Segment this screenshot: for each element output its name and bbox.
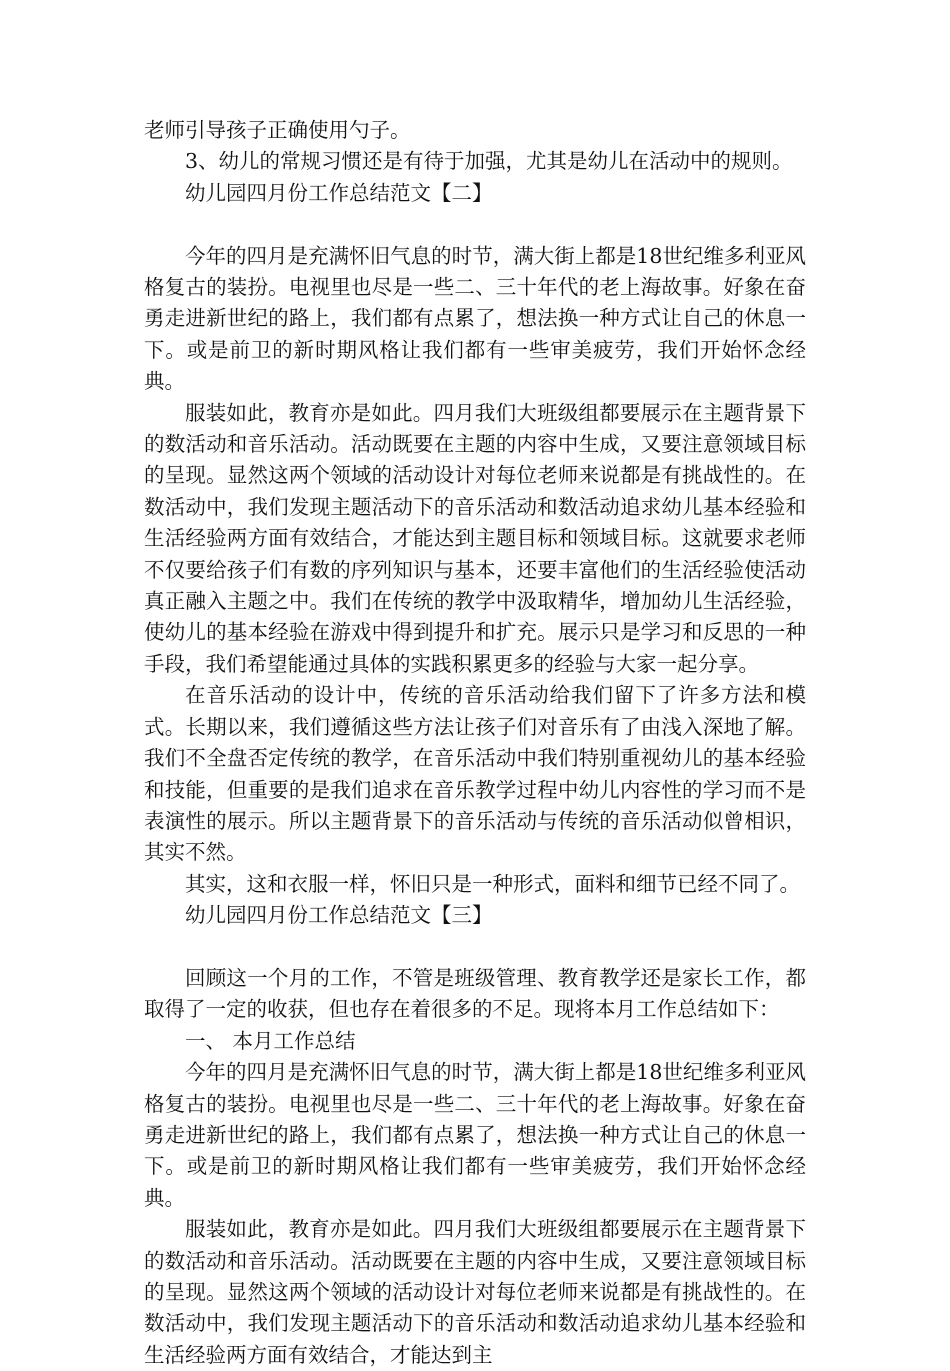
paragraph: 服装如此，教育亦是如此。四月我们大班级组都要展示在主题背景下的数活动和音乐活动。活动既要在主题的内容中生成，又要注意领域目标的呈现。显然这两个领域的活动设计对每位老师来说都是有挑战性的。在数活动中，我们发现主题活动下的音乐活动和数活动追求幼儿基本经验和生活经验两方面有效结合，才能达到主题目标和领域目标。这就要求老师不仅要给孩子们有数的序列知识与基本，还要丰富他们的生活经验使活动真正融入主题之中。我们在传统的教学中汲取精华，增加幼儿生活经验，使幼儿的基本经验在游戏中得到提升和扩充。展示只是学习和反思的一种手段，我们希望能通过具体的实践积累更多的经验与大家一起分享。 bbox=[144, 400, 806, 676]
section-heading-3: 幼儿园四月份工作总结范文【三】 bbox=[185, 903, 493, 928]
paragraph-item-3: 3、幼儿的常规习惯还是有待于加强，尤其是幼儿在活动中的规则。 bbox=[185, 149, 793, 174]
paragraph: 其实，这和衣服一样，怀旧只是一种形式，面料和细节已经不同了。 bbox=[185, 871, 800, 896]
section-heading-2: 幼儿园四月份工作总结范文【二】 bbox=[185, 180, 493, 205]
subheading: 一、 本月工作总结 bbox=[185, 1028, 356, 1053]
paragraph: 今年的四月是充满怀旧气息的时节，满大街上都是18世纪维多利亚风格复古的装扮。电视里也尽是一些二、三十年代的老上海故事。好象在奋勇走进新世纪的路上，我们都有点累了，想法换一种方式让自己的休息一下。或是前卫的新时期风格让我们都有一些审美疲劳，我们开始怀念经典。 bbox=[144, 1060, 806, 1210]
paragraph: 在音乐活动的设计中，传统的音乐活动给我们留下了许多方法和模式。长期以来，我们遵循这些方法让孩子们对音乐有了由浅入深地了解。我们不全盘否定传统的教学，在音乐活动中我们特别重视幼儿的基本经验和技能，但重要的是我们追求在音乐教学过程中幼儿内容性的学习而不是表演性的展示。所以主题背景下的音乐活动与传统的音乐活动似曾相识，其实不然。 bbox=[144, 683, 806, 865]
paragraph-continued: 老师引导孩子正确使用勺子。 bbox=[144, 118, 411, 142]
blank-line bbox=[144, 932, 806, 963]
paragraph: 服装如此，教育亦是如此。四月我们大班级组都要展示在主题背景下的数活动和音乐活动。活动既要在主题的内容中生成，又要注意领域目标的呈现。显然这两个领域的活动设计对每位老师来说都是有挑战性的。在数活动中，我们发现主题活动下的音乐活动和数活动追求幼儿基本经验和生活经验两方面有效结合，才能达到主 bbox=[144, 1217, 806, 1367]
document-page bbox=[144, 115, 806, 1371]
paragraph: 今年的四月是充满怀旧气息的时节，满大街上都是18世纪维多利亚风格复古的装扮。电视里也尽是一些二、三十年代的老上海故事。好象在奋勇走进新世纪的路上，我们都有点累了，想法换一种方式让自己的休息一下。或是前卫的新时期风格让我们都有一些审美疲劳，我们开始怀念经典。 bbox=[144, 243, 806, 394]
blank-line bbox=[144, 209, 806, 240]
paragraph-intro: 回顾这一个月的工作，不管是班级管理、教育教学还是家长工作，都取得了一定的收获，但也存在着很多的不足。现将本月工作总结如下： bbox=[144, 965, 806, 1022]
